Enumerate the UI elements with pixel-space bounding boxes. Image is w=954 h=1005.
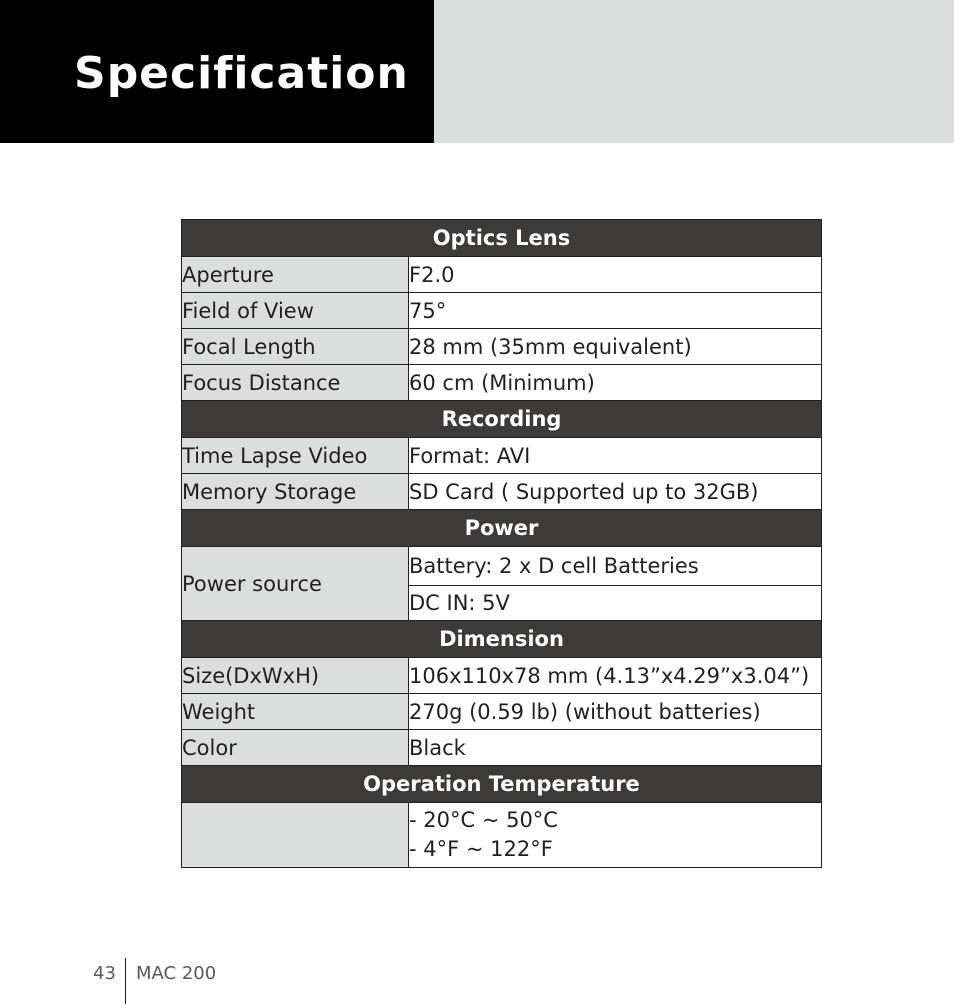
footer-divider: [125, 958, 126, 1004]
section-header-power: [182, 510, 822, 547]
row-value: F2.0: [409, 257, 822, 293]
temperature-fahrenheit: - 4°F ~ 122°F: [409, 837, 553, 861]
table-row: [182, 803, 822, 868]
row-value: 75°: [409, 293, 822, 329]
table-row: [182, 658, 822, 694]
row-value: 60 cm (Minimum): [409, 365, 822, 401]
row-label: Size(DxWxH): [182, 658, 409, 694]
page-number: 43: [93, 963, 116, 984]
section-title: Operation Temperature: [182, 766, 822, 803]
table-row: [182, 547, 822, 586]
table-row: [182, 730, 822, 766]
row-value: Black: [409, 730, 822, 766]
header-grey-panel: [434, 0, 954, 143]
section-header-temperature: [182, 766, 822, 803]
footer-model-name: MAC 200: [136, 963, 217, 984]
row-value: 28 mm (35mm equivalent): [409, 329, 822, 365]
row-value: Format: AVI: [409, 438, 822, 474]
row-label: Memory Storage: [182, 474, 409, 510]
table-row: [182, 257, 822, 293]
section-title: Dimension: [182, 621, 822, 658]
section-title: Optics Lens: [182, 220, 822, 257]
row-value: Battery: 2 x D cell Batteries: [409, 547, 822, 586]
specification-table: [181, 219, 822, 868]
row-label: Aperture: [182, 257, 409, 293]
table-row: [182, 438, 822, 474]
row-label: Field of View: [182, 293, 409, 329]
section-title: Power: [182, 510, 822, 547]
row-label: Focus Distance: [182, 365, 409, 401]
row-label: Weight: [182, 694, 409, 730]
table-row: [182, 293, 822, 329]
row-value: SD Card ( Supported up to 32GB): [409, 474, 822, 510]
row-label: Focal Length: [182, 329, 409, 365]
row-value: 106x110x78 mm (4.13”x4.29”x3.04”): [409, 658, 822, 694]
table-row: [182, 365, 822, 401]
row-value: [409, 803, 822, 868]
row-label: Color: [182, 730, 409, 766]
row-label: Power source: [182, 547, 409, 621]
table-row: [182, 694, 822, 730]
row-value: DC IN: 5V: [409, 586, 822, 621]
section-title: Recording: [182, 401, 822, 438]
temperature-celsius: - 20°C ~ 50°C: [409, 808, 558, 832]
table-row: [182, 329, 822, 365]
row-value: 270g (0.59 lb) (without batteries): [409, 694, 822, 730]
row-label: [182, 803, 409, 868]
table-row: [182, 474, 822, 510]
section-header-dimension: [182, 621, 822, 658]
section-header-optics: [182, 220, 822, 257]
section-header-recording: [182, 401, 822, 438]
page-title: Specification: [74, 48, 409, 99]
row-label: Time Lapse Video: [182, 438, 409, 474]
